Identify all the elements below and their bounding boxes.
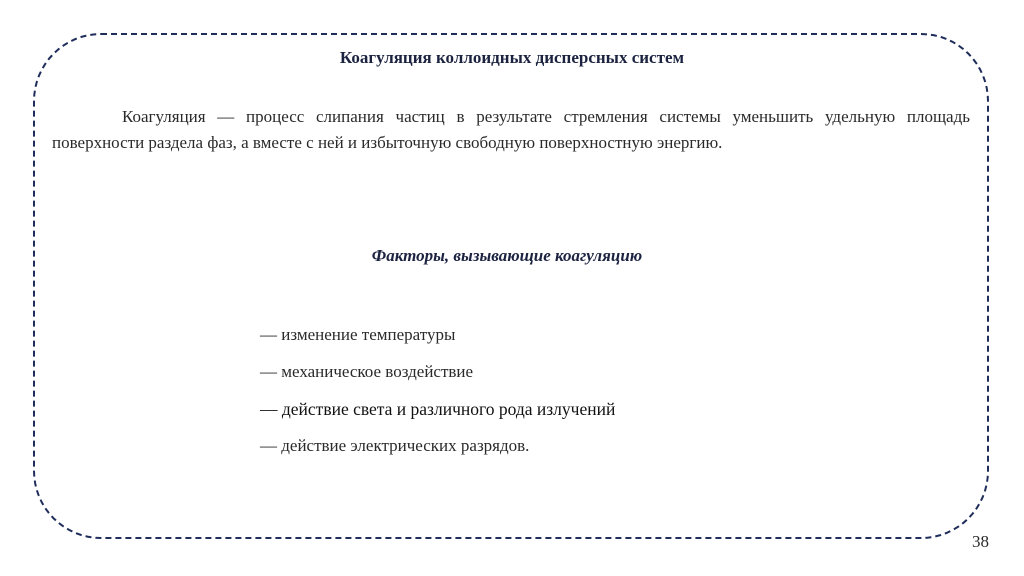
factor-item-temperature: — изменение температуры (260, 325, 456, 344)
factor-item-electric: — действие электрических разрядов. (260, 436, 530, 455)
factors-heading: Факторы, вызывающие коагуляцию (371, 246, 643, 265)
factors-list (260, 322, 615, 470)
page-number: 38 (972, 532, 989, 551)
factor-item-radiation: — действие света и различного рода излучений (260, 399, 616, 419)
factor-item-mechanical: — механическое воздействие (260, 362, 474, 381)
slide-title: Коагуляция коллоидных дисперсных систем (339, 48, 685, 67)
definition-paragraph: Коагуляция — процесс слипания частиц в результате стремления системы уменьшить удельную площадь поверхности раздела фаз, а вместе с ней и избыточную свободную поверхностную энергию. (52, 107, 970, 152)
